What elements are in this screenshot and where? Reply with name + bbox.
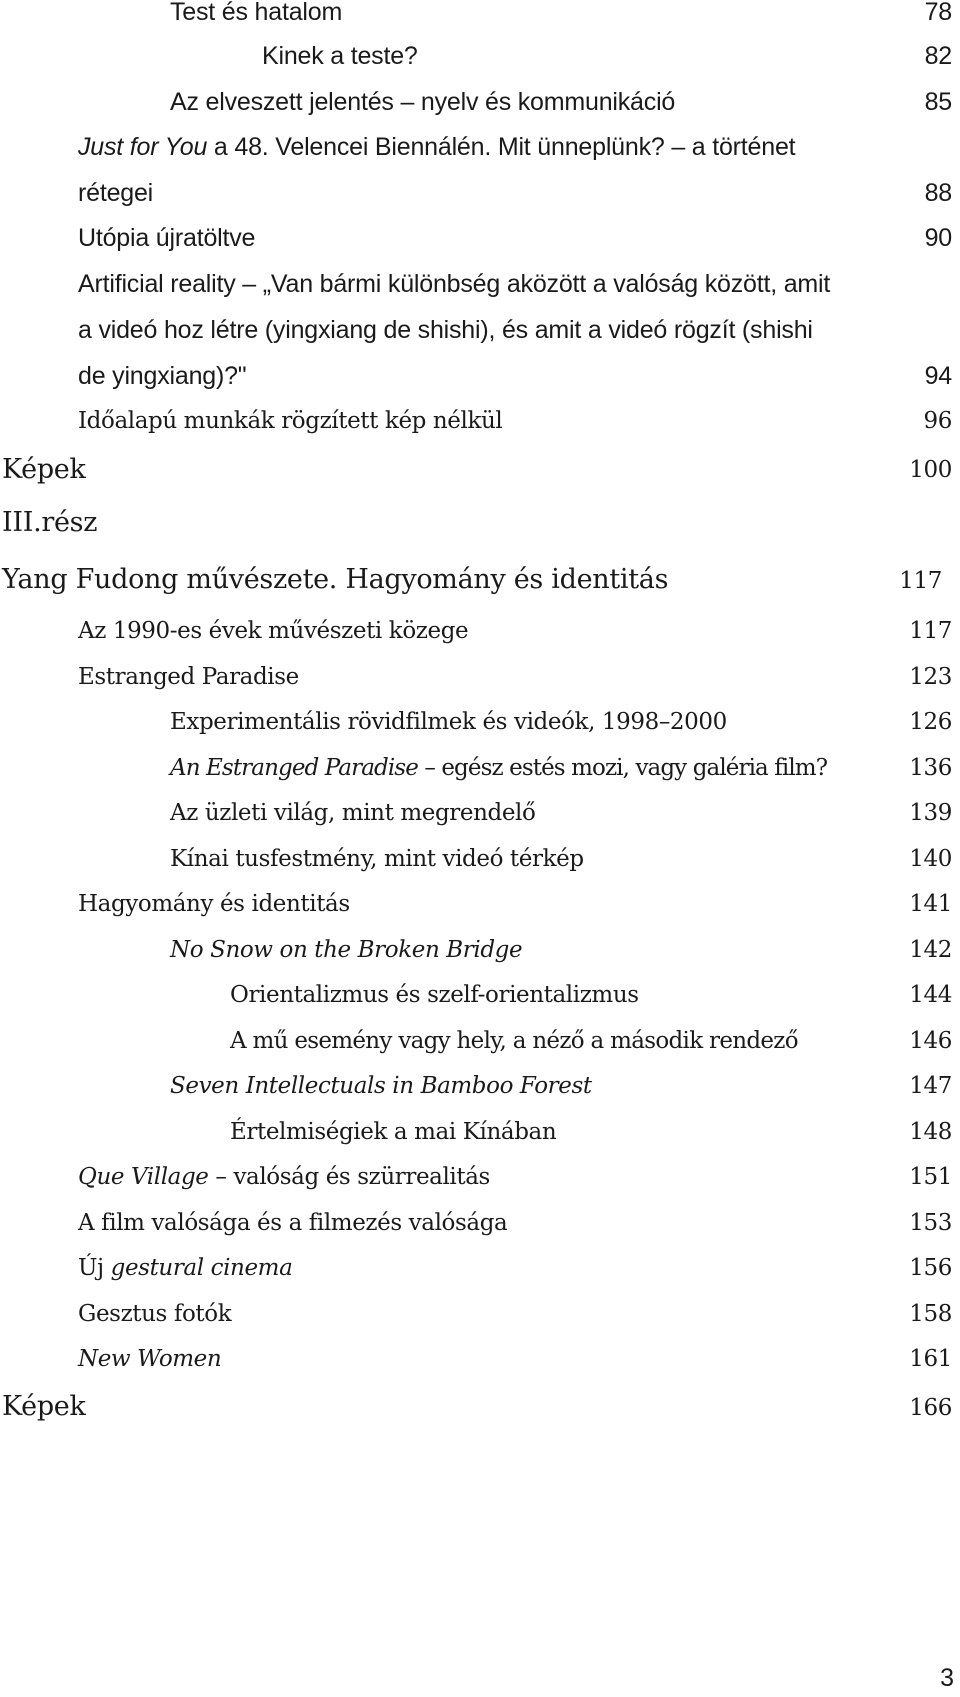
toc-entry-page: 96	[923, 408, 952, 434]
toc-entry-title[interactable]: A film valósága és a filmezés valósága	[78, 1210, 508, 1236]
toc-entry-title[interactable]: Experimentális rövidfilmek és videók, 1998–2000	[170, 709, 727, 735]
toc-entry-page: 139	[909, 800, 952, 826]
toc-entry-page: 140	[909, 846, 952, 872]
toc-entry-title[interactable]: Utópia újratöltve	[78, 224, 256, 252]
italic-title: An Estranged Paradise	[170, 755, 418, 781]
part-heading: III.rész	[2, 507, 98, 538]
toc-entry-title[interactable]	[78, 1166, 490, 1189]
toc-entry-title[interactable]: Orientalizmus és szelf-orientalizmus	[230, 982, 639, 1008]
toc-entry-title[interactable]: Hagyomány és identitás	[78, 891, 350, 917]
toc-entry-title[interactable]: Időalapú munkák rögzített kép nélkül	[78, 408, 503, 434]
section-heading-kepek[interactable]: Képek	[2, 454, 86, 485]
toc-entry-page: 78	[924, 0, 952, 26]
toc-entry-title[interactable]: rétegei	[78, 179, 154, 207]
toc-entry-title[interactable]	[78, 1257, 292, 1280]
title-lead: Új	[78, 1255, 111, 1281]
toc-entry-page: 148	[909, 1119, 952, 1145]
toc-entry-title[interactable]: Artificial reality – „Van bármi különbség aközött a valóság között, amit	[78, 270, 831, 298]
toc-entry-title[interactable]: Az 1990-es évek művészeti közege	[78, 618, 469, 644]
italic-title: Just for You	[78, 133, 208, 161]
toc-entry-title[interactable]	[78, 135, 795, 160]
toc-entry-page: 142	[909, 937, 952, 963]
toc-entry-title[interactable]: A mű esemény vagy hely, a néző a második rendező	[230, 1028, 798, 1054]
title-rest: – egész estés mozi, vagy galéria film?	[417, 755, 828, 781]
toc-entry-title[interactable]: Értelmiségiek a mai Kínában	[230, 1119, 557, 1145]
toc-entry-title[interactable]: Gesztus fotók	[78, 1301, 232, 1327]
toc-entry-page: 153	[909, 1210, 952, 1236]
toc-entry-page: 126	[909, 709, 952, 735]
toc-entry-page: 90	[924, 224, 952, 252]
toc-entry-title[interactable]: Estranged Paradise	[78, 664, 299, 690]
toc-entry-title[interactable]: Test és hatalom	[170, 0, 343, 26]
toc-entry-title[interactable]: de yingxiang)?"	[78, 362, 247, 390]
toc-entry-page: 88	[924, 179, 952, 207]
toc-entry-title[interactable]	[170, 757, 827, 780]
italic-title: No Snow on the Broken Bridge	[170, 937, 523, 963]
toc-entry-page: 146	[909, 1028, 952, 1054]
italic-title: Seven Intellectuals in Bamboo Forest	[170, 1073, 592, 1099]
toc-entry-title[interactable]: Az elveszett jelentés – nyelv és kommunikáció	[170, 88, 676, 116]
toc-entry-title[interactable]: Kinek a teste?	[262, 42, 418, 70]
chapter-heading[interactable]: Yang Fudong művészete. Hagyomány és identitás	[2, 564, 669, 595]
toc-entry-title[interactable]: Kínai tusfestmény, mint videó térkép	[170, 846, 584, 872]
title-rest: a 48. Velencei Biennálén. Mit ünneplünk? – a történet	[207, 133, 796, 161]
toc-entry-page: 166	[909, 1395, 952, 1421]
toc-entry-page: 94	[924, 362, 952, 390]
toc-entry-title[interactable]: Az üzleti világ, mint megrendelő	[170, 800, 536, 826]
toc-entry-title[interactable]	[170, 1075, 592, 1098]
toc-entry-page: 144	[909, 982, 952, 1008]
italic-title: Que Village	[78, 1164, 209, 1190]
toc-entry-page: 151	[909, 1164, 952, 1190]
toc-entry-page: 82	[924, 42, 952, 70]
toc-entry-title[interactable]	[170, 939, 522, 962]
italic-title: New Women	[78, 1346, 222, 1372]
toc-entry-page: 85	[924, 88, 952, 116]
toc-entry-title[interactable]: a videó hoz létre (yingxiang de shishi), és amit a videó rögzít (shishi	[78, 316, 813, 344]
italic-title: gestural cinema	[110, 1255, 293, 1281]
toc-entry-page: 156	[909, 1255, 952, 1281]
page-number: 3	[940, 1664, 954, 1692]
toc-entry-page: 147	[909, 1073, 952, 1099]
toc-entry-page: 100	[909, 457, 952, 483]
toc-entry-page: 161	[909, 1346, 952, 1372]
toc-entry-page: 123	[909, 664, 952, 690]
title-rest: – valóság és szürrealitás	[208, 1164, 490, 1190]
section-heading-kepek[interactable]: Képek	[2, 1391, 86, 1422]
toc-entry-title[interactable]	[78, 1348, 221, 1371]
toc-entry-page: 136	[909, 755, 952, 781]
toc-entry-page: 117	[909, 618, 952, 644]
toc-entry-page: 117	[899, 568, 942, 594]
toc-entry-page: 158	[909, 1301, 952, 1327]
toc-entry-page: 141	[909, 891, 952, 917]
